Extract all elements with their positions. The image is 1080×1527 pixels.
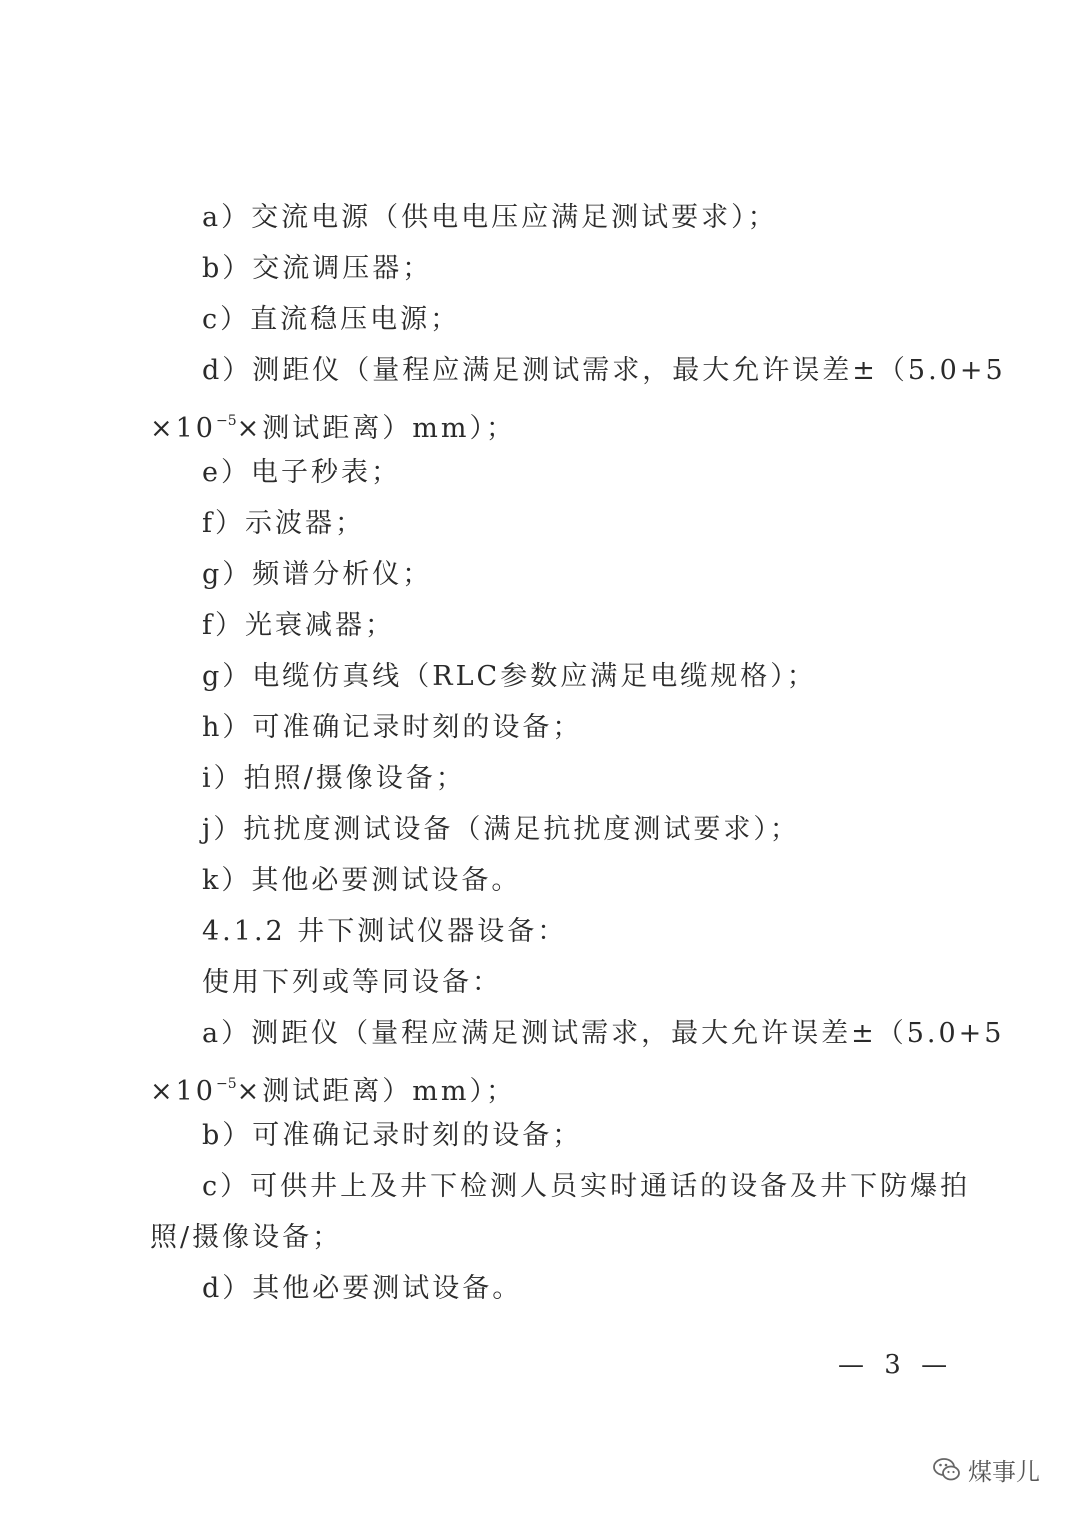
- list-item: b）可准确记录时刻的设备；: [202, 1120, 583, 1151]
- paragraph: 使用下列或等同设备：: [202, 967, 502, 998]
- list-item: d）测距仪（量程应满足测试需求，最大允许误差±（5.0+5: [202, 355, 1006, 386]
- list-item-continuation: 照/摄像设备；: [150, 1222, 343, 1253]
- text-fragment: ×10: [150, 413, 216, 444]
- section-heading: 4.1.2 井下测试仪器设备：: [202, 916, 568, 947]
- list-item-continuation: [150, 1059, 950, 1110]
- list-item: a）交流电源（供电电压应满足测试要求）；: [202, 202, 778, 233]
- list-item: d）其他必要测试设备。: [202, 1273, 523, 1304]
- superscript: −5: [215, 413, 237, 429]
- list-item: f）示波器；: [202, 508, 365, 539]
- text-fragment: ×测试距离）mm）；: [236, 1076, 516, 1107]
- list-item: k）其他必要测试设备。: [202, 865, 522, 896]
- text-fragment: ×测试距离）mm）；: [236, 413, 516, 444]
- list-item: c）可供井上及井下检测人员实时通话的设备及井下防爆拍: [202, 1171, 971, 1202]
- list-item: g）电缆仿真线（RLC参数应满足电缆规格）；: [202, 661, 817, 692]
- list-item-continuation: [150, 396, 950, 447]
- text-fragment: ×10: [150, 1076, 216, 1107]
- list-item: e）电子秒表；: [202, 457, 401, 488]
- list-item: a）测距仪（量程应满足测试需求，最大允许误差±（5.0+5: [202, 1018, 1005, 1049]
- watermark-text: 煤事儿: [968, 1458, 1040, 1486]
- watermark: [932, 1452, 1040, 1487]
- list-item: i）拍照/摄像设备；: [202, 763, 466, 794]
- superscript: −5: [215, 1076, 237, 1092]
- list-item: f）光衰减器；: [202, 610, 395, 641]
- list-item: g）频谱分析仪；: [202, 559, 433, 590]
- list-item: b）交流调压器；: [202, 253, 433, 284]
- document-body: [150, 192, 1006, 1314]
- list-item: j）抗扰度测试设备（满足抗扰度测试要求）；: [202, 814, 800, 845]
- wechat-icon: [932, 1455, 962, 1485]
- list-item: h）可准确记录时刻的设备；: [202, 712, 583, 743]
- page-number: — 3 —: [838, 1350, 954, 1380]
- list-item: c）直流稳压电源；: [202, 304, 461, 335]
